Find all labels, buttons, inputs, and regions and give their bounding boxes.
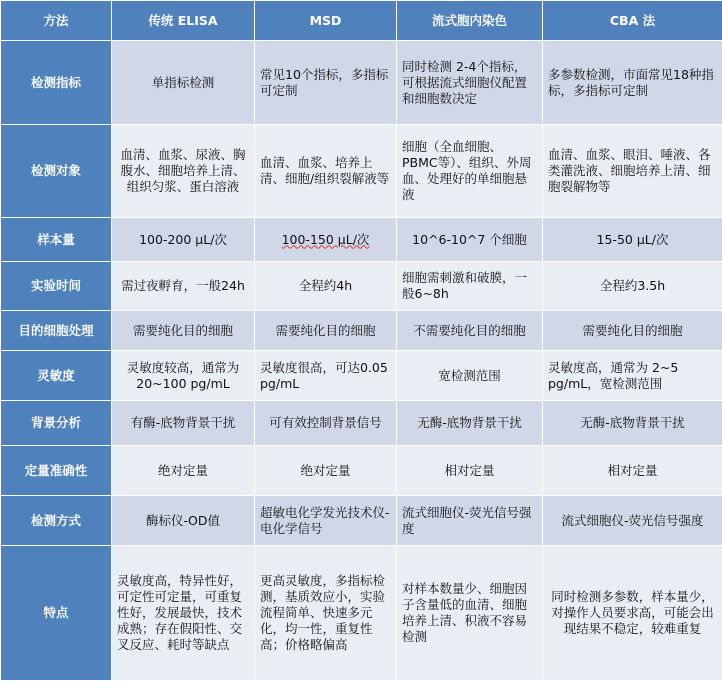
- table-row: [1, 311, 722, 351]
- table-cell: 同时检测 2-4个指标，可根据流式细胞仪配置和细胞数决定: [397, 41, 543, 125]
- table-cell: 酶标仪-OD值: [112, 496, 255, 546]
- row-label: 实验时间: [1, 262, 112, 311]
- table-cell: 无酶-底物背景干扰: [543, 401, 722, 446]
- table-cell: 对样本数量少、细胞因子含量低的血清、细胞培养上清、积液不容易检测: [397, 546, 543, 681]
- table-row: [1, 125, 722, 218]
- table-cell: 不需要纯化目的细胞: [397, 311, 543, 351]
- table-row: [1, 546, 722, 681]
- table-cell: 血清、血浆、培养上清、细胞/组织裂解液等: [255, 125, 397, 218]
- header-cba: CBA 法: [543, 1, 722, 41]
- header-method: 方法: [1, 1, 112, 41]
- row-label: 检测方式: [1, 496, 112, 546]
- table-cell: 同时检测多参数，样本量少，对操作人员要求高，可能会出现结果不稳定，较难重复: [543, 546, 722, 681]
- table-row: [1, 41, 722, 125]
- header-flow: 流式胞内染色: [397, 1, 543, 41]
- row-label: 目的细胞处理: [1, 311, 112, 351]
- table-cell: 流式细胞仪-荧光信号强度: [543, 496, 722, 546]
- table-cell: 全程约4h: [255, 262, 397, 311]
- table-cell: 无酶-底物背景干扰: [397, 401, 543, 446]
- table-cell: 细胞（全血细胞、PBMC等）、组织、外周血、处理好的单细胞悬液: [397, 125, 543, 218]
- table-cell: 有酶-底物背景干扰: [112, 401, 255, 446]
- table-cell: 灵敏度较高，通常为20~100 pg/mL: [112, 351, 255, 401]
- table-row: [1, 218, 722, 262]
- table-cell: 多参数检测，市面常见18种指标，多指标可定制: [543, 41, 722, 125]
- row-label: 定量准确性: [1, 446, 112, 496]
- table-cell: 细胞需刺激和破膜，一般6~8h: [397, 262, 543, 311]
- table-cell: 灵敏度很高，可达0.05 pg/mL: [255, 351, 397, 401]
- row-label: 灵敏度: [1, 351, 112, 401]
- table-row: [1, 262, 722, 311]
- table-cell: 10^6-10^7 个细胞: [397, 218, 543, 262]
- table-cell: 需要纯化目的细胞: [112, 311, 255, 351]
- table-cell: 超敏电化学发光技术仪-电化学信号: [255, 496, 397, 546]
- row-label: 样本量: [1, 218, 112, 262]
- table-cell: 血清、血浆、眼泪、唾液、各类灌洗液、细胞培养上清、细胞裂解物等: [543, 125, 722, 218]
- table-cell-text: 100-150 μL/次: [281, 231, 370, 247]
- table-cell: 需要纯化目的细胞: [543, 311, 722, 351]
- table-cell: 流式细胞仪-荧光信号强度: [397, 496, 543, 546]
- table-cell: 常见10个指标，多指标可定制: [255, 41, 397, 125]
- table-cell: 绝对定量: [112, 446, 255, 496]
- row-label: 背景分析: [1, 401, 112, 446]
- table-cell: 需过夜孵育，一般24h: [112, 262, 255, 311]
- table-cell: 可有效控制背景信号: [255, 401, 397, 446]
- table-cell: 灵敏度高，通常为 2~5 pg/mL，宽检测范围: [543, 351, 722, 401]
- header-elisa: 传统 ELISA: [112, 1, 255, 41]
- table-cell: 血清、血浆、尿液、胸腹水、细胞培养上清、组织匀浆、蛋白溶液: [112, 125, 255, 218]
- table-cell: 单指标检测: [112, 41, 255, 125]
- row-label: 检测指标: [1, 41, 112, 125]
- table-cell: 灵敏度高，特异性好，可定性可定量，可重复性好，发展最快，技术成熟；存在假阳性、交叉反应、耗时等缺点: [112, 546, 255, 681]
- table-cell: 相对定量: [397, 446, 543, 496]
- header-msd: MSD: [255, 1, 397, 41]
- table-row: [1, 496, 722, 546]
- table-cell: 相对定量: [543, 446, 722, 496]
- table-row: [1, 446, 722, 496]
- table-cell: 绝对定量: [255, 446, 397, 496]
- table-cell: 100-200 μL/次: [112, 218, 255, 262]
- row-label: 检测对象: [1, 125, 112, 218]
- table-cell: 需要纯化目的细胞: [255, 311, 397, 351]
- table-cell: 更高灵敏度，多指标检测，基质效应小，实验流程简单、快速多元化，均一性，重复性高；价格略偏高: [255, 546, 397, 681]
- table-row: [1, 401, 722, 446]
- header-row: [1, 1, 722, 41]
- table-cell: 全程约3.5h: [543, 262, 722, 311]
- row-label: 特点: [1, 546, 112, 681]
- table-cell: [255, 218, 397, 262]
- table-cell: 15-50 μL/次: [543, 218, 722, 262]
- table-row: [1, 351, 722, 401]
- table-cell: 宽检测范围: [397, 351, 543, 401]
